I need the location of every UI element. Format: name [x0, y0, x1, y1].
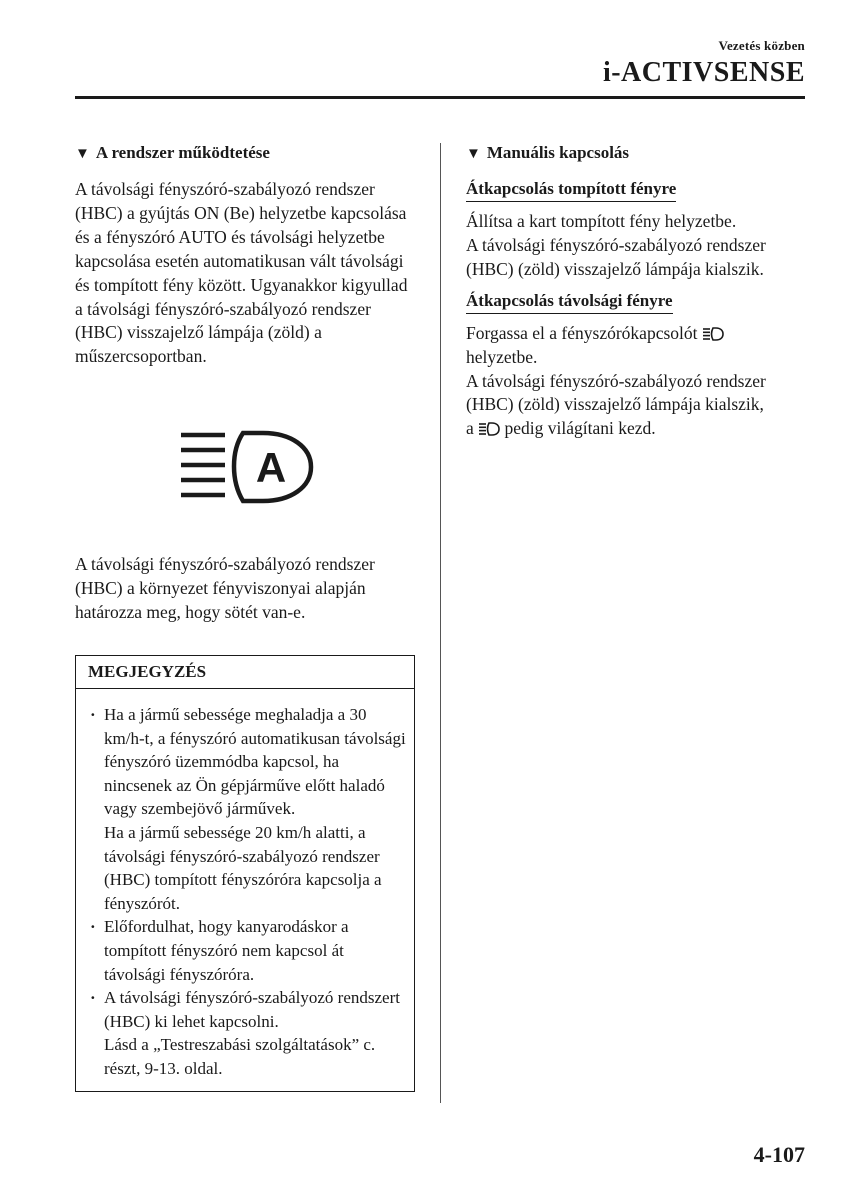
note-box — [75, 655, 415, 1092]
operation-paragraph: A távolsági fényszóró-szabályozó rendszer (HBC) a gyújtás ON (Be) helyzetbe kapcsolása és a fényszóró AUTO és távolsági helyzetbe kapcsolása esetén automatikusan vált távolsági és tompított fény között. Ugyanakkor kigyullad a távolsági fényszóró-szabályozó rendszer (HBC) visszajelző lámpája (zöld) a műszercsoportban. — [75, 179, 408, 367]
note-item-text: A távolsági fényszóró-szabályozó rendszert (HBC) ki lehet kapcsolni. Lásd a „Testreszabási szolgáltatások” c. részt, 9-13. oldal. — [104, 988, 400, 1078]
low-beam-paragraph: Állítsa a kart tompított fény helyzetbe. A távolsági fényszóró-szabályozó rendszer (HBC) (zöld) visszajelző lámpája kialszik. — [466, 211, 766, 279]
high-beam-icon — [702, 326, 724, 342]
section-heading-manual — [466, 141, 811, 166]
bullet-icon: · — [90, 988, 96, 1008]
hbc-auto-high-beam-icon — [179, 427, 319, 507]
note-item — [90, 703, 406, 915]
high-beam-paragraph — [466, 322, 811, 442]
hbc-indicator-figure — [179, 427, 319, 507]
subheading-low-beam: Átkapcsolás tompított fényre — [466, 178, 676, 202]
high-beam-text-c-suffix: pedig világítani kezd. — [504, 418, 656, 439]
high-beam-text-c-prefix: a — [466, 418, 474, 439]
section-heading-operation — [75, 141, 415, 166]
subheading-high-beam: Átkapcsolás távolsági fényre — [466, 290, 673, 314]
page-title: i-ACTIVSENSE — [602, 57, 805, 88]
note-item — [90, 986, 406, 1080]
bullet-icon: · — [90, 705, 96, 724]
header-rule — [75, 96, 805, 99]
high-beam-icon — [478, 421, 500, 437]
section-heading-manual-label: Manuális kapcsolás — [486, 143, 630, 162]
left-column — [75, 141, 415, 625]
high-beam-text-b: helyzetbe. A távolsági fényszóró-szabályozó rendszer (HBC) (zöld) visszajelző lámpája kialszik, — [466, 346, 766, 415]
note-item-text: Ha a jármű sebessége meghaladja a 30 km/h-t, a fényszóró automatikusan távolsági fényszóró üzemmódba kapcsol, ha nincsenek az Ön gépjárműve előtt haladó vagy szembejövő járművek. Ha a jármű sebessége 20 km/h alatti, a távolsági fényszóró-szabályozó rendszer (HBC) tompított fényszóróra kapcsolja a fényszórót. — [104, 705, 406, 913]
bullet-icon: · — [90, 917, 96, 937]
column-divider — [440, 143, 441, 1103]
svg-text:A: A — [255, 444, 287, 492]
light-detection-paragraph: A távolsági fényszóró-szabályozó rendszer (HBC) a környezet fényviszonyai alapján határozza meg, hogy sötét van-e. — [75, 554, 375, 623]
triangle-marker-icon: ▼ — [75, 146, 90, 162]
note-item-text: Előfordulhat, hogy kanyarodáskor a tompított fényszóró nem kapcsol át távolsági fényszóróra. — [104, 917, 349, 984]
note-item — [90, 915, 406, 986]
triangle-marker-icon: ▼ — [466, 146, 481, 162]
note-list — [76, 689, 414, 1091]
section-heading-operation-label: A rendszer működtetése — [95, 143, 270, 162]
note-title: MEGJEGYZÉS — [76, 656, 414, 689]
right-column — [466, 141, 811, 441]
high-beam-text-a: Forgassa el a fényszórókapcsolót — [466, 322, 698, 343]
page-number: 4-107 — [753, 1142, 805, 1167]
header-section-label: Vezetés közben — [718, 38, 805, 53]
